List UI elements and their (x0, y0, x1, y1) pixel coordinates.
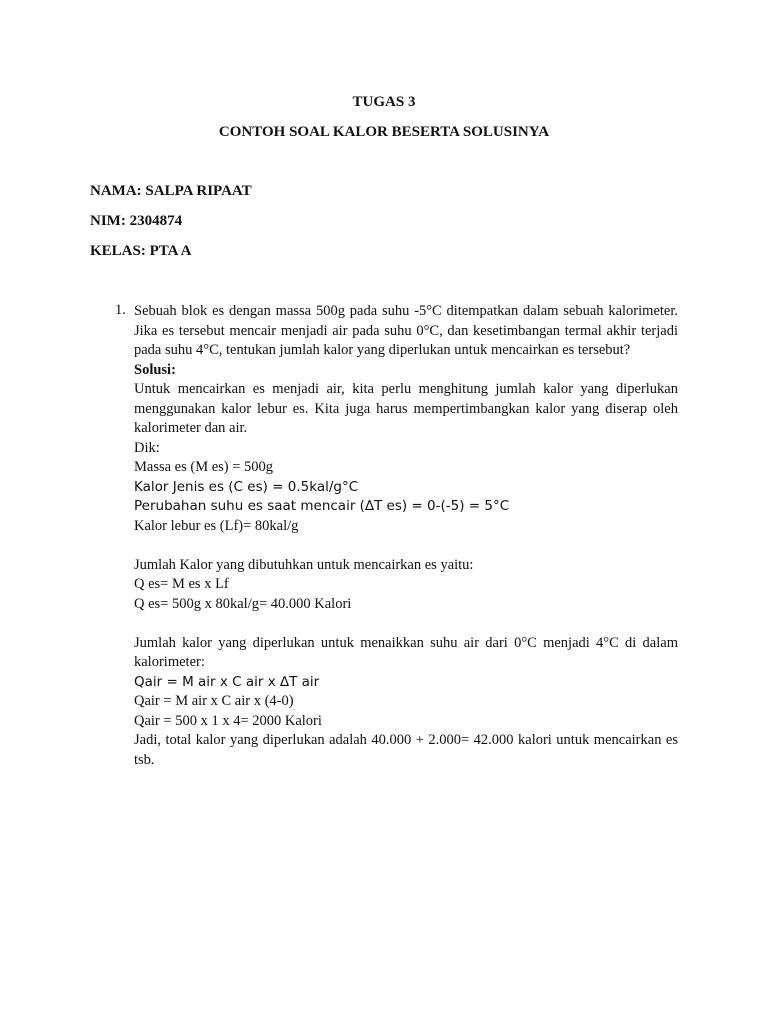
dik-mass: Massa es (M es) = 500g (134, 459, 274, 475)
melt-formula: Q es= M es x Lf (134, 576, 229, 592)
heat-formula: Qair = M air x C air x ∆T air (134, 673, 320, 690)
spacer (134, 536, 678, 556)
document-subtitle: CONTOH SOAL KALOR BESERTA SOLUSINYA (218, 124, 550, 140)
conclusion: Jadi, total kalor yang diperlukan adalah 40.000 + 2.000= 42.000 kalori untuk mencairkan es tsb. (134, 732, 678, 768)
dik-temp-change: Perubahan suhu es saat mencair (∆T es) = 0-(-5) = 5°C (134, 498, 510, 514)
document-title: TUGAS 3 (352, 94, 416, 110)
student-name: NAMA: SALPA RIPAAT (90, 183, 252, 199)
heat-result: Qair = 500 x 1 x 4= 2000 Kalori (134, 712, 322, 729)
heat-step: Qair = M air x C air x (4-0) (134, 693, 294, 709)
dik-specific-heat: Kalor Jenis es (C es) = 0.5kal/g°C (134, 478, 359, 495)
solution-intro: Untuk mencairkan es menjadi air, kita perlu menghitung jumlah kalor yang diperlukan menggunakan kalor lebur es. Kita juga harus mempertimbangkan kalor yang diserap oleh kalorimeter dan air. (134, 381, 678, 436)
dik-label: Dik: (134, 439, 160, 456)
problem-number: 1. (115, 302, 126, 318)
heat-intro: Jumlah kalor yang diperlukan untuk menaikkan suhu air dari 0°C menjadi 4°C di dalam kalorimeter: (134, 634, 678, 670)
student-nim: NIM: 2304874 (90, 213, 183, 229)
spacer (134, 614, 678, 634)
problem-question: Sebuah blok es dengan massa 500g pada suhu -5°C ditempatkan dalam sebuah kalorimeter. Jika es tersebut mencair menjadi air pada suhu 0°C, dan kesetimbangan termal akhir terjadi pada suhu 4°C, tentukan jumlah kalor yang diperlukan untuk mencairkan es tersebut? (134, 303, 678, 358)
dik-latent-heat: Kalor lebur es (Lf)= 80kal/g (134, 517, 299, 534)
student-class: KELAS: PTA A (90, 243, 192, 259)
melt-intro: Jumlah Kalor yang dibutuhkan untuk mencairkan es yaitu: (134, 556, 474, 573)
solution-label: Solusi: (134, 361, 176, 378)
problem-content (134, 302, 678, 770)
melt-result: Q es= 500g x 80kal/g= 40.000 Kalori (134, 595, 352, 612)
